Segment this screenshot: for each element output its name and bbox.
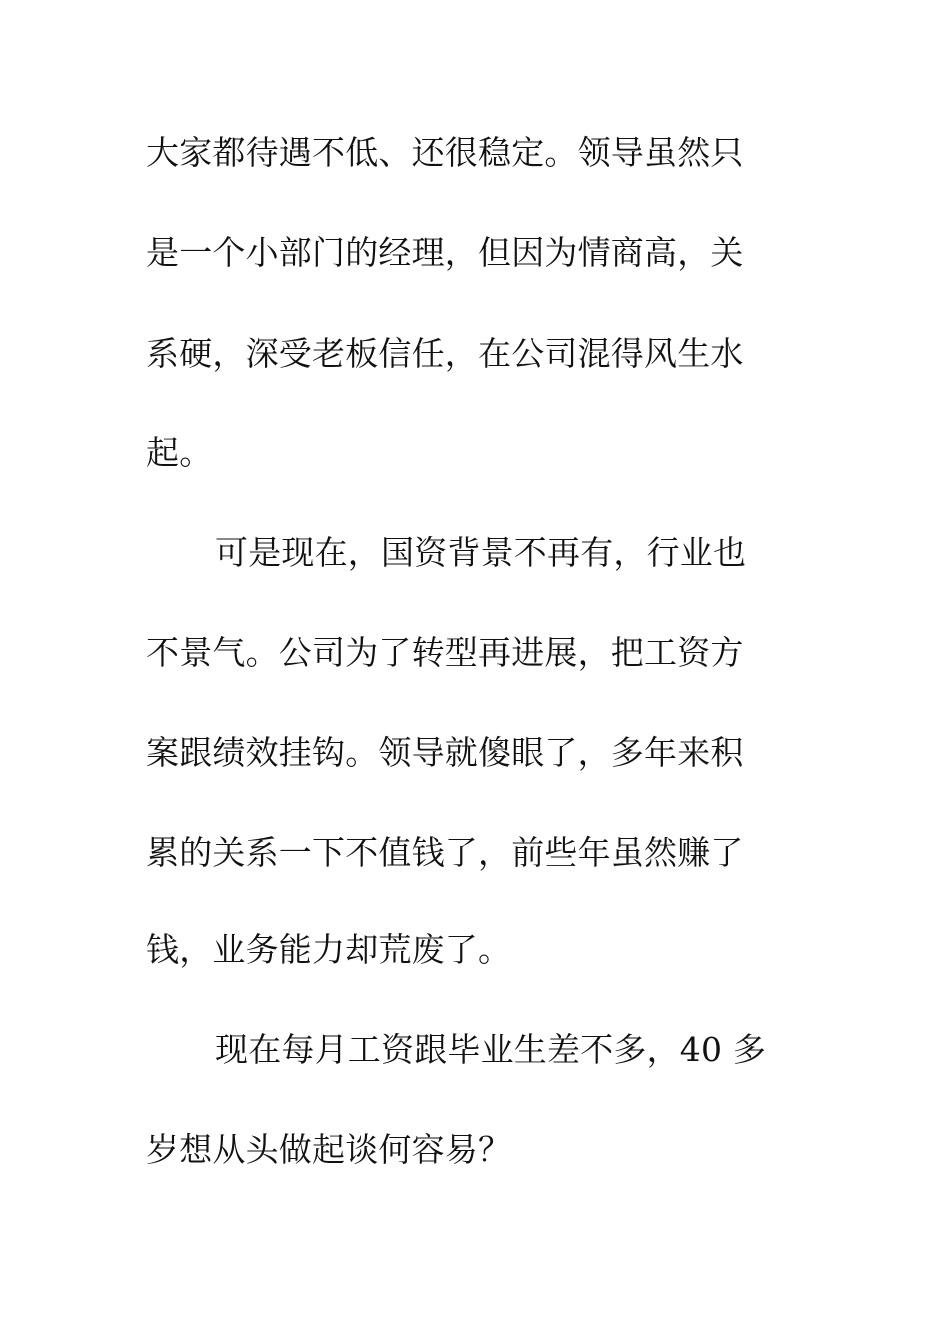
paragraph-2-line-5: 钱，业务能力却荒废了。: [146, 930, 512, 969]
paragraph-1-line-3: 系硬，深受老板信任，在公司混得风生水: [146, 334, 744, 373]
paragraph-1-line-4: 起。: [146, 433, 213, 472]
paragraph-2-line-2: 不景气。公司为了转型再进展，把工资方: [146, 633, 744, 672]
paragraph-2-line-1: 可是现在，国资背景不再有，行业也: [215, 533, 747, 572]
paragraph-3-line-1: 现在每月工资跟毕业生差不多，40 多: [215, 1030, 767, 1069]
paragraph-1-line-2: 是一个小部门的经理，但因为情商高，关: [146, 233, 744, 272]
paragraph-2-line-3: 案跟绩效挂钩。领导就傻眼了，多年来积: [146, 733, 744, 772]
paragraph-3-line-2: 岁想从头做起谈何容易？: [146, 1130, 512, 1169]
paragraph-2-line-4: 累的关系一下不值钱了，前些年虽然赚了: [146, 833, 744, 872]
paragraph-1-line-1: 大家都待遇不低、还很稳定。领导虽然只: [146, 133, 744, 172]
